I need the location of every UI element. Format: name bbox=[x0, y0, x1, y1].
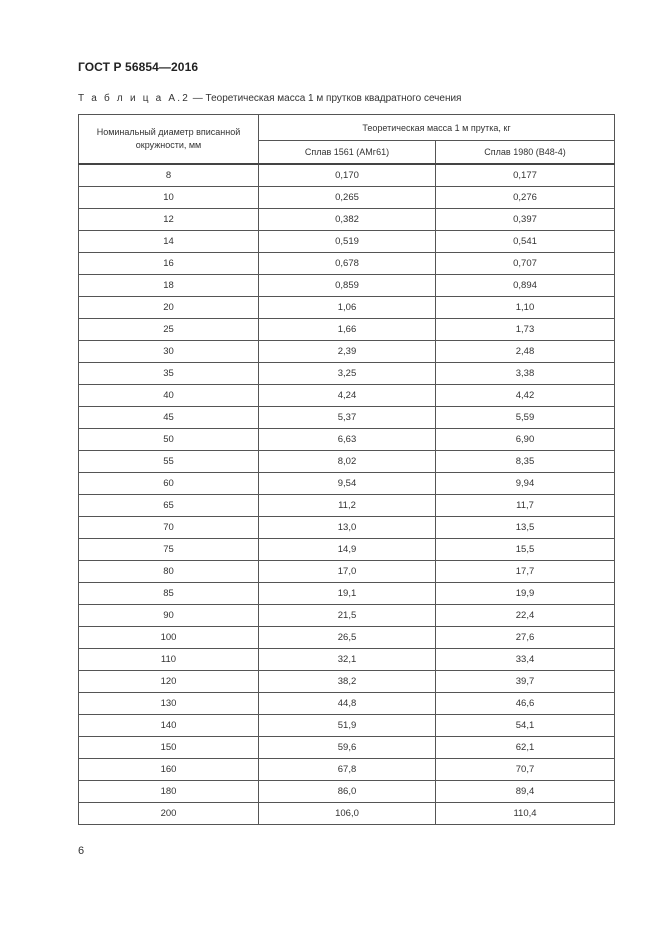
mass-1980-cell: 17,7 bbox=[436, 561, 615, 583]
mass-1561-cell: 4,24 bbox=[259, 385, 436, 407]
mass-1561-cell: 1,06 bbox=[259, 297, 436, 319]
table-row bbox=[79, 231, 615, 253]
table-row bbox=[79, 583, 615, 605]
diameter-cell: 35 bbox=[79, 363, 259, 385]
mass-1561-cell: 0,859 bbox=[259, 275, 436, 297]
table-row bbox=[79, 495, 615, 517]
diameter-cell: 18 bbox=[79, 275, 259, 297]
diameter-cell: 120 bbox=[79, 671, 259, 693]
mass-1561-cell: 13,0 bbox=[259, 517, 436, 539]
caption-dash: — bbox=[189, 93, 206, 104]
diameter-column-header: Номинальный диаметр вписанной окружности, мм bbox=[79, 115, 259, 165]
diameter-cell: 160 bbox=[79, 759, 259, 781]
table-row bbox=[79, 363, 615, 385]
mass-1980-cell: 2,48 bbox=[436, 341, 615, 363]
diameter-cell: 75 bbox=[79, 539, 259, 561]
page-number: 6 bbox=[78, 845, 85, 857]
mass-1561-cell: 26,5 bbox=[259, 627, 436, 649]
mass-1980-cell: 8,35 bbox=[436, 451, 615, 473]
mass-1980-cell: 0,541 bbox=[436, 231, 615, 253]
diameter-cell: 110 bbox=[79, 649, 259, 671]
mass-1980-cell: 6,90 bbox=[436, 429, 615, 451]
mass-1980-cell: 27,6 bbox=[436, 627, 615, 649]
mass-1980-cell: 0,397 bbox=[436, 209, 615, 231]
table-row bbox=[79, 715, 615, 737]
diameter-cell: 50 bbox=[79, 429, 259, 451]
mass-1980-cell: 54,1 bbox=[436, 715, 615, 737]
table-row bbox=[79, 253, 615, 275]
table-row bbox=[79, 781, 615, 803]
mass-1561-cell: 5,37 bbox=[259, 407, 436, 429]
table-label: Т а б л и ц а А.2 bbox=[78, 93, 190, 104]
diameter-cell: 180 bbox=[79, 781, 259, 803]
mass-1561-cell: 51,9 bbox=[259, 715, 436, 737]
diameter-cell: 80 bbox=[79, 561, 259, 583]
mass-1561-cell: 14,9 bbox=[259, 539, 436, 561]
diameter-cell: 60 bbox=[79, 473, 259, 495]
mass-1561-cell: 59,6 bbox=[259, 737, 436, 759]
diameter-cell: 200 bbox=[79, 803, 259, 825]
document-code: ГОСТ Р 56854—2016 bbox=[78, 60, 199, 74]
mass-1980-cell: 89,4 bbox=[436, 781, 615, 803]
diameter-cell: 40 bbox=[79, 385, 259, 407]
diameter-cell: 45 bbox=[79, 407, 259, 429]
table-row bbox=[79, 539, 615, 561]
table-row bbox=[79, 451, 615, 473]
mass-1980-cell: 3,38 bbox=[436, 363, 615, 385]
diameter-cell: 85 bbox=[79, 583, 259, 605]
table-row bbox=[79, 627, 615, 649]
diameter-cell: 65 bbox=[79, 495, 259, 517]
mass-1980-cell: 62,1 bbox=[436, 737, 615, 759]
mass-1980-cell: 9,94 bbox=[436, 473, 615, 495]
table-row bbox=[79, 649, 615, 671]
diameter-cell: 55 bbox=[79, 451, 259, 473]
diameter-cell: 150 bbox=[79, 737, 259, 759]
table-row bbox=[79, 803, 615, 825]
mass-1980-cell: 5,59 bbox=[436, 407, 615, 429]
mass-1980-cell: 0,276 bbox=[436, 187, 615, 209]
table-row bbox=[79, 561, 615, 583]
mass-1980-cell: 15,5 bbox=[436, 539, 615, 561]
table-row bbox=[79, 319, 615, 341]
mass-1980-cell: 1,73 bbox=[436, 319, 615, 341]
table-row bbox=[79, 275, 615, 297]
mass-1561-cell: 11,2 bbox=[259, 495, 436, 517]
diameter-cell: 25 bbox=[79, 319, 259, 341]
mass-1980-cell: 0,894 bbox=[436, 275, 615, 297]
mass-1561-cell: 6,63 bbox=[259, 429, 436, 451]
mass-1980-cell: 11,7 bbox=[436, 495, 615, 517]
mass-1561-cell: 1,66 bbox=[259, 319, 436, 341]
mass-table bbox=[78, 114, 615, 825]
mass-1561-cell: 106,0 bbox=[259, 803, 436, 825]
mass-1561-cell: 38,2 bbox=[259, 671, 436, 693]
mass-1561-cell: 19,1 bbox=[259, 583, 436, 605]
diameter-cell: 100 bbox=[79, 627, 259, 649]
mass-1980-cell: 0,707 bbox=[436, 253, 615, 275]
mass-1561-cell: 0,678 bbox=[259, 253, 436, 275]
diameter-cell: 90 bbox=[79, 605, 259, 627]
mass-1561-cell: 86,0 bbox=[259, 781, 436, 803]
mass-1980-cell: 110,4 bbox=[436, 803, 615, 825]
mass-1561-cell: 0,170 bbox=[259, 164, 436, 187]
table-body bbox=[79, 164, 615, 825]
table-row bbox=[79, 605, 615, 627]
diameter-cell: 70 bbox=[79, 517, 259, 539]
mass-1980-cell: 22,4 bbox=[436, 605, 615, 627]
mass-group-header: Теоретическая масса 1 м прутка, кг bbox=[259, 115, 615, 141]
mass-1980-cell: 46,6 bbox=[436, 693, 615, 715]
table-row bbox=[79, 209, 615, 231]
mass-1561-cell: 9,54 bbox=[259, 473, 436, 495]
mass-1561-cell: 8,02 bbox=[259, 451, 436, 473]
alloy-1980-header: Сплав 1980 (В48-4) bbox=[436, 141, 615, 165]
mass-1561-cell: 17,0 bbox=[259, 561, 436, 583]
diameter-cell: 20 bbox=[79, 297, 259, 319]
diameter-cell: 30 bbox=[79, 341, 259, 363]
table-row bbox=[79, 759, 615, 781]
mass-1561-cell: 0,265 bbox=[259, 187, 436, 209]
mass-1980-cell: 1,10 bbox=[436, 297, 615, 319]
mass-1980-cell: 39,7 bbox=[436, 671, 615, 693]
mass-1561-cell: 21,5 bbox=[259, 605, 436, 627]
table-caption bbox=[78, 93, 461, 104]
diameter-cell: 16 bbox=[79, 253, 259, 275]
diameter-cell: 14 bbox=[79, 231, 259, 253]
table-row bbox=[79, 671, 615, 693]
table-row bbox=[79, 187, 615, 209]
diameter-cell: 8 bbox=[79, 164, 259, 187]
diameter-cell: 130 bbox=[79, 693, 259, 715]
alloy-1561-header: Сплав 1561 (АМг61) bbox=[259, 141, 436, 165]
table-title: Теоретическая масса 1 м прутков квадратного сечения bbox=[205, 93, 462, 104]
table-row bbox=[79, 341, 615, 363]
mass-1980-cell: 0,177 bbox=[436, 164, 615, 187]
mass-1561-cell: 0,519 bbox=[259, 231, 436, 253]
mass-1561-cell: 2,39 bbox=[259, 341, 436, 363]
table-row bbox=[79, 385, 615, 407]
table-row bbox=[79, 737, 615, 759]
mass-1980-cell: 70,7 bbox=[436, 759, 615, 781]
table-row bbox=[79, 693, 615, 715]
table-row bbox=[79, 517, 615, 539]
mass-1980-cell: 19,9 bbox=[436, 583, 615, 605]
table-row bbox=[79, 297, 615, 319]
mass-1980-cell: 4,42 bbox=[436, 385, 615, 407]
mass-1561-cell: 32,1 bbox=[259, 649, 436, 671]
mass-1561-cell: 67,8 bbox=[259, 759, 436, 781]
mass-1561-cell: 3,25 bbox=[259, 363, 436, 385]
diameter-cell: 10 bbox=[79, 187, 259, 209]
mass-1980-cell: 33,4 bbox=[436, 649, 615, 671]
diameter-cell: 140 bbox=[79, 715, 259, 737]
mass-1980-cell: 13,5 bbox=[436, 517, 615, 539]
mass-1561-cell: 44,8 bbox=[259, 693, 436, 715]
table-row bbox=[79, 407, 615, 429]
table-row bbox=[79, 429, 615, 451]
table-row bbox=[79, 473, 615, 495]
mass-1561-cell: 0,382 bbox=[259, 209, 436, 231]
diameter-cell: 12 bbox=[79, 209, 259, 231]
table-row bbox=[79, 164, 615, 187]
